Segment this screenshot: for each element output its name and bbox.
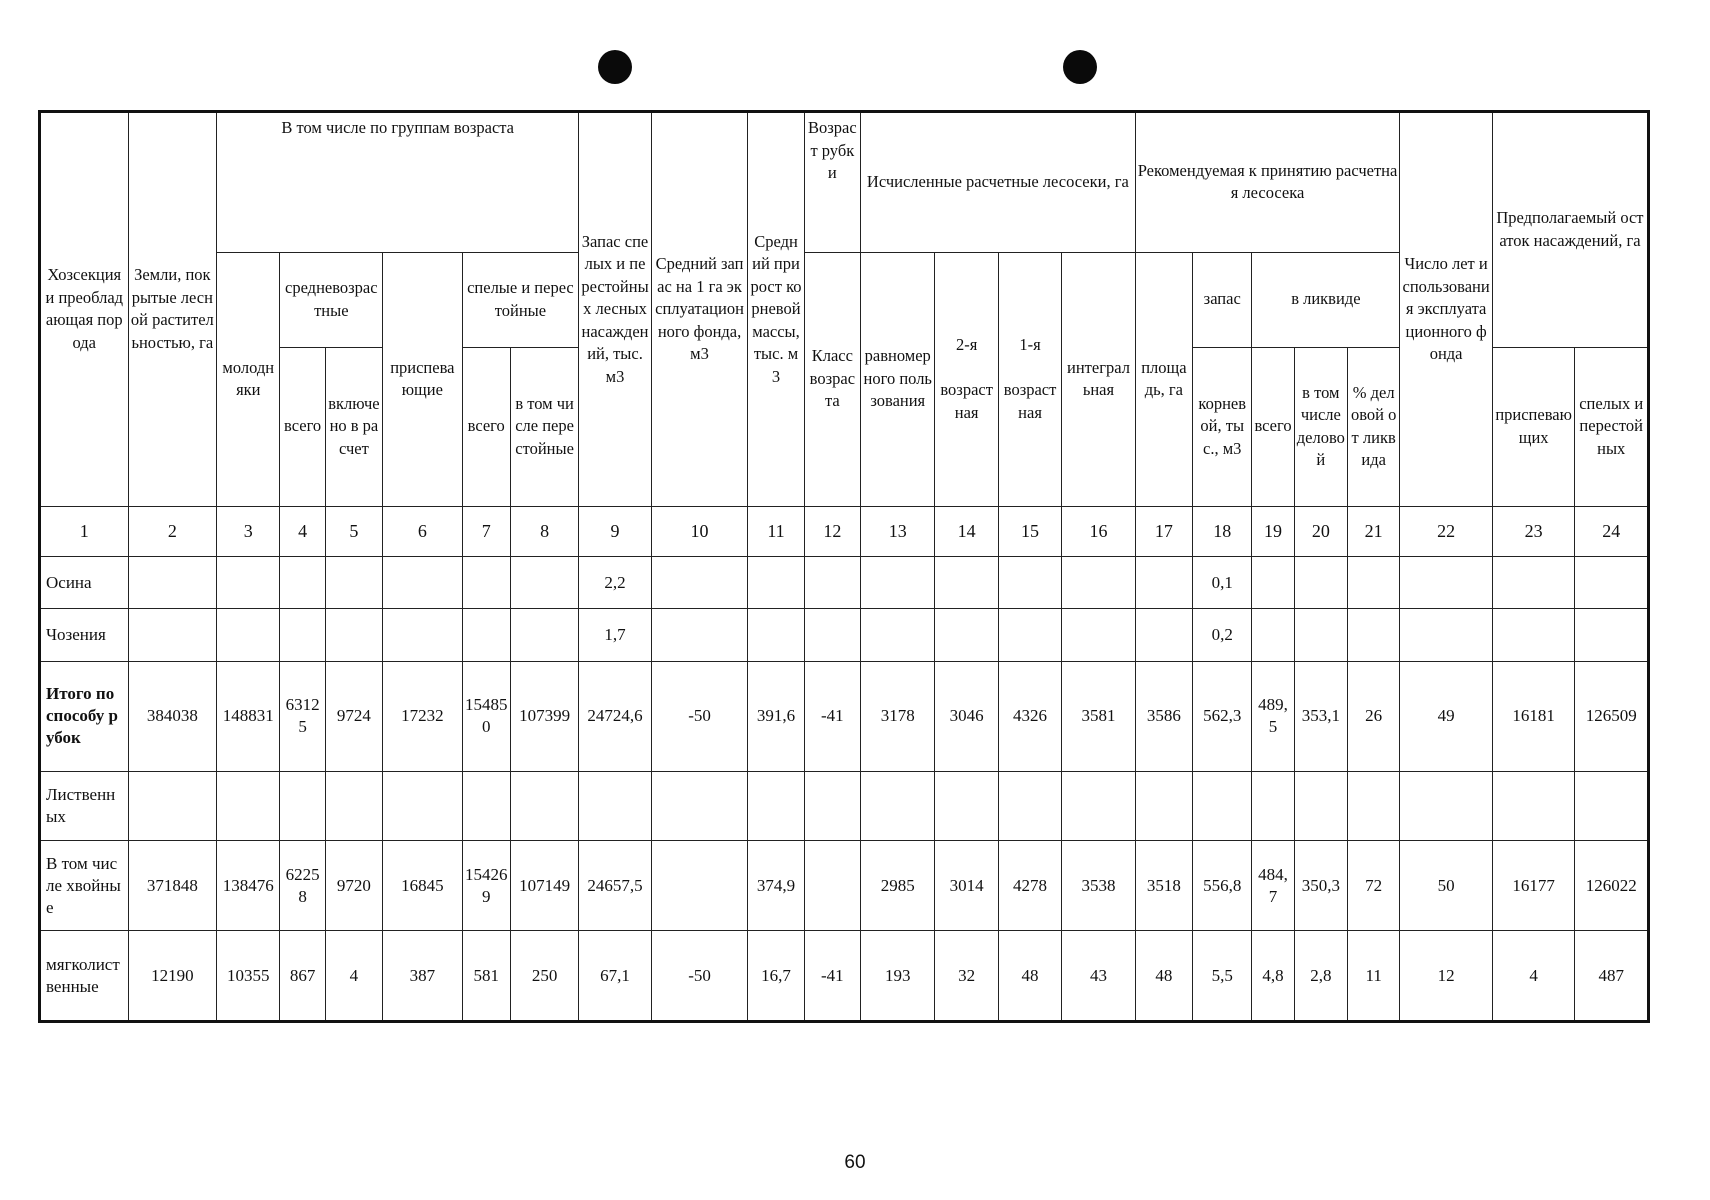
table-cell bbox=[748, 556, 804, 608]
forest-cutting-table bbox=[38, 110, 1650, 1023]
table-cell: 487 bbox=[1575, 931, 1649, 1022]
table-cell bbox=[325, 772, 382, 840]
table-cell bbox=[325, 556, 382, 608]
header-ripe-overripe: спелые и перестойные bbox=[462, 252, 579, 347]
table-cell: 193 bbox=[861, 931, 935, 1022]
table-cell: 387 bbox=[383, 931, 462, 1022]
table-cell bbox=[1575, 772, 1649, 840]
column-number: 4 bbox=[280, 506, 325, 556]
table-cell: 12 bbox=[1400, 931, 1493, 1022]
table-cell: -50 bbox=[651, 661, 748, 772]
table-cell bbox=[462, 609, 510, 661]
header-remaining-stands: Предполагаемый остаток насаждений, га bbox=[1492, 112, 1648, 348]
header-avg-growth: Средний прирост корневой массы, тыс. м3 bbox=[748, 112, 804, 507]
table-cell: 62258 bbox=[280, 840, 325, 931]
table-cell bbox=[748, 772, 804, 840]
table-cell: 4 bbox=[1492, 931, 1575, 1022]
page-number: 60 bbox=[844, 1152, 866, 1173]
table-cell bbox=[1252, 772, 1294, 840]
column-number-row bbox=[40, 506, 1649, 556]
column-number: 13 bbox=[861, 506, 935, 556]
column-number: 3 bbox=[217, 506, 280, 556]
table-cell: 50 bbox=[1400, 840, 1493, 931]
table-cell: 562,3 bbox=[1193, 661, 1252, 772]
table-cell: 4278 bbox=[998, 840, 1061, 931]
header-second-age-word: возрастная bbox=[940, 380, 993, 422]
header-recommended-cut: Рекомендуемая к принятию расчетная лесосека bbox=[1135, 112, 1400, 253]
table-cell bbox=[1135, 556, 1192, 608]
table-cell: 10355 bbox=[217, 931, 280, 1022]
table-cell bbox=[1400, 556, 1493, 608]
table-cell bbox=[217, 609, 280, 661]
header-age-groups: В том числе по группам возраста bbox=[217, 112, 579, 253]
table-cell bbox=[935, 609, 998, 661]
table-cell bbox=[651, 840, 748, 931]
table-cell: 154269 bbox=[462, 840, 510, 931]
table-cell: 3586 bbox=[1135, 661, 1192, 772]
table-cell bbox=[1193, 772, 1252, 840]
table-cell bbox=[128, 609, 217, 661]
header-integral: интегральная bbox=[1062, 252, 1135, 506]
header-area: площадь, га bbox=[1135, 252, 1192, 506]
header-remaining-maturing: приспевающих bbox=[1492, 347, 1575, 506]
table-cell: 4,8 bbox=[1252, 931, 1294, 1022]
table-cell bbox=[1575, 609, 1649, 661]
table-cell: 24657,5 bbox=[579, 840, 651, 931]
header-second-age-num: 2-я bbox=[955, 335, 978, 355]
table-cell: 24724,6 bbox=[579, 661, 651, 772]
header-liquid: в ликвиде bbox=[1252, 252, 1400, 347]
header-age-class: Класс возраста bbox=[804, 252, 860, 506]
table-cell: 154850 bbox=[462, 661, 510, 772]
table-cell bbox=[1400, 772, 1493, 840]
column-number: 22 bbox=[1400, 506, 1493, 556]
table-cell bbox=[1492, 772, 1575, 840]
table-cell: 2985 bbox=[861, 840, 935, 931]
header-stock: запас bbox=[1193, 252, 1252, 347]
table-cell bbox=[1062, 772, 1135, 840]
table-cell: 48 bbox=[1135, 931, 1192, 1022]
table-row bbox=[40, 609, 1649, 661]
table-cell bbox=[280, 556, 325, 608]
header-maturing: приспевающие bbox=[383, 252, 462, 506]
table-cell bbox=[861, 556, 935, 608]
table-cell bbox=[804, 556, 860, 608]
table-cell: 4326 bbox=[998, 661, 1061, 772]
table-body bbox=[40, 556, 1649, 1021]
table-cell: 0,2 bbox=[1193, 609, 1252, 661]
table-cell bbox=[1347, 772, 1399, 840]
table-cell bbox=[510, 556, 578, 608]
table-cell: 16177 bbox=[1492, 840, 1575, 931]
header-liquid-business: в том числе деловой bbox=[1294, 347, 1347, 506]
table-cell: 11 bbox=[1347, 931, 1399, 1022]
column-number: 7 bbox=[462, 506, 510, 556]
table-cell bbox=[998, 772, 1061, 840]
table-cell: 353,1 bbox=[1294, 661, 1347, 772]
table-cell: 16845 bbox=[383, 840, 462, 931]
table-cell: 63125 bbox=[280, 661, 325, 772]
binder-hole-right bbox=[1063, 50, 1097, 84]
table-cell bbox=[1400, 609, 1493, 661]
header-second-age bbox=[935, 252, 998, 506]
table-cell: 107399 bbox=[510, 661, 578, 772]
table-cell bbox=[280, 609, 325, 661]
table-cell bbox=[128, 772, 217, 840]
table-cell: 17232 bbox=[383, 661, 462, 772]
header-mid-included: включено в расчет bbox=[325, 347, 382, 506]
table-cell bbox=[804, 840, 860, 931]
table-cell: 72 bbox=[1347, 840, 1399, 931]
header-young: молодняки bbox=[217, 252, 280, 506]
table-cell: 3538 bbox=[1062, 840, 1135, 931]
table-cell bbox=[217, 556, 280, 608]
table-cell: 5,5 bbox=[1193, 931, 1252, 1022]
header-first-age-word: возрастная bbox=[1003, 380, 1057, 422]
binder-hole-left bbox=[598, 50, 632, 84]
table-cell bbox=[1294, 609, 1347, 661]
table-cell: 138476 bbox=[217, 840, 280, 931]
table-row bbox=[40, 840, 1649, 931]
table-cell bbox=[1575, 556, 1649, 608]
table-cell bbox=[1252, 609, 1294, 661]
table-cell: 867 bbox=[280, 931, 325, 1022]
table-cell: 12190 bbox=[128, 931, 217, 1022]
table-cell bbox=[1492, 556, 1575, 608]
table-cell bbox=[383, 609, 462, 661]
table-cell: 48 bbox=[998, 931, 1061, 1022]
table-cell: 1,7 bbox=[579, 609, 651, 661]
table-cell bbox=[861, 772, 935, 840]
table-row bbox=[40, 772, 1649, 840]
table-cell bbox=[383, 556, 462, 608]
table-cell: 67,1 bbox=[579, 931, 651, 1022]
table-cell: 371848 bbox=[128, 840, 217, 931]
table-cell bbox=[804, 772, 860, 840]
table-cell bbox=[1347, 609, 1399, 661]
table-cell: 9720 bbox=[325, 840, 382, 931]
table-cell: 148831 bbox=[217, 661, 280, 772]
table-cell: 3178 bbox=[861, 661, 935, 772]
column-number: 9 bbox=[579, 506, 651, 556]
column-number: 23 bbox=[1492, 506, 1575, 556]
row-label: Лиственных bbox=[40, 772, 129, 840]
column-number: 17 bbox=[1135, 506, 1192, 556]
column-number: 21 bbox=[1347, 506, 1399, 556]
table-cell: 2,2 bbox=[579, 556, 651, 608]
table-cell: 374,9 bbox=[748, 840, 804, 931]
row-label: мягколиственные bbox=[40, 931, 129, 1022]
row-label: Осина bbox=[40, 556, 129, 608]
table-cell bbox=[998, 609, 1061, 661]
table-cell bbox=[462, 772, 510, 840]
table-cell: 26 bbox=[1347, 661, 1399, 772]
row-label: Чозения bbox=[40, 609, 129, 661]
table-cell: 3581 bbox=[1062, 661, 1135, 772]
table-cell bbox=[1294, 556, 1347, 608]
column-number: 19 bbox=[1252, 506, 1294, 556]
row-label: В том числе хвойные bbox=[40, 840, 129, 931]
table-cell: 107149 bbox=[510, 840, 578, 931]
table-cell: 9724 bbox=[325, 661, 382, 772]
table-cell bbox=[861, 609, 935, 661]
column-number: 10 bbox=[651, 506, 748, 556]
table-cell bbox=[510, 609, 578, 661]
table-cell: 43 bbox=[1062, 931, 1135, 1022]
table-cell: 3046 bbox=[935, 661, 998, 772]
header-uniform-use: равномерного пользования bbox=[861, 252, 935, 506]
table-cell: 126509 bbox=[1575, 661, 1649, 772]
table-cell: 556,8 bbox=[1193, 840, 1252, 931]
table-cell bbox=[579, 772, 651, 840]
table-row bbox=[40, 931, 1649, 1022]
table-cell: 391,6 bbox=[748, 661, 804, 772]
table-cell bbox=[1252, 556, 1294, 608]
header-years-use: Число лет использования эксплуатационного фонда bbox=[1400, 112, 1493, 507]
table-cell: 384038 bbox=[128, 661, 217, 772]
column-number: 15 bbox=[998, 506, 1061, 556]
table-cell: 3518 bbox=[1135, 840, 1192, 931]
table-cell: 489,5 bbox=[1252, 661, 1294, 772]
header-farm-section: Хозсекция и преобладающая порода bbox=[40, 112, 129, 507]
column-number: 1 bbox=[40, 506, 129, 556]
header-avg-stock: Средний запас на 1 га эксплуатационного фонда, м3 bbox=[651, 112, 748, 507]
table-cell: 16181 bbox=[1492, 661, 1575, 772]
column-number: 8 bbox=[510, 506, 578, 556]
column-number: 14 bbox=[935, 506, 998, 556]
table-cell: 484,7 bbox=[1252, 840, 1294, 931]
table-cell bbox=[325, 609, 382, 661]
table-cell bbox=[748, 609, 804, 661]
column-number: 16 bbox=[1062, 506, 1135, 556]
table-cell bbox=[935, 556, 998, 608]
header-ripe-stock: Запас спелых и перестойных лесных насаждений, тыс. м3 bbox=[579, 112, 651, 507]
table-cell bbox=[1135, 609, 1192, 661]
header-remaining-ripe: спелых и перестойных bbox=[1575, 347, 1649, 506]
table-cell: 16,7 bbox=[748, 931, 804, 1022]
table-cell bbox=[935, 772, 998, 840]
column-number: 24 bbox=[1575, 506, 1649, 556]
column-number: 2 bbox=[128, 506, 217, 556]
column-number: 12 bbox=[804, 506, 860, 556]
table-cell: 581 bbox=[462, 931, 510, 1022]
table-row bbox=[40, 661, 1649, 772]
header-overripe: в том числе перестойные bbox=[510, 347, 578, 506]
header-first-age bbox=[998, 252, 1061, 506]
table-cell: 2,8 bbox=[1294, 931, 1347, 1022]
table-cell bbox=[651, 609, 748, 661]
table-cell bbox=[280, 772, 325, 840]
table-cell bbox=[1294, 772, 1347, 840]
column-number: 18 bbox=[1193, 506, 1252, 556]
table-cell: 3014 bbox=[935, 840, 998, 931]
header-cutting-age: Возраст рубки bbox=[804, 112, 860, 253]
table-cell: -41 bbox=[804, 931, 860, 1022]
table-cell: 350,3 bbox=[1294, 840, 1347, 931]
table-cell bbox=[1062, 556, 1135, 608]
table-cell bbox=[1492, 609, 1575, 661]
column-number: 11 bbox=[748, 506, 804, 556]
header-calculated-cuts: Исчисленные расчетные лесосеки, га bbox=[861, 112, 1136, 253]
table-cell bbox=[1062, 609, 1135, 661]
header-middle-aged: средневозрастные bbox=[280, 252, 383, 347]
table-cell: -50 bbox=[651, 931, 748, 1022]
header-liquid-total: всего bbox=[1252, 347, 1294, 506]
table-row bbox=[40, 556, 1649, 608]
table-cell: 49 bbox=[1400, 661, 1493, 772]
table-cell bbox=[651, 772, 748, 840]
header-mid-total: всего bbox=[280, 347, 325, 506]
table-cell bbox=[804, 609, 860, 661]
row-label: Итого по способу рубок bbox=[40, 661, 129, 772]
table-cell bbox=[128, 556, 217, 608]
table-cell bbox=[651, 556, 748, 608]
header-root-stock: корневой, тыс., м3 bbox=[1193, 347, 1252, 506]
header-business-percent: % деловой от ликвида bbox=[1347, 347, 1399, 506]
header-ripe-total: всего bbox=[462, 347, 510, 506]
table-cell: 32 bbox=[935, 931, 998, 1022]
table-cell bbox=[383, 772, 462, 840]
column-number: 5 bbox=[325, 506, 382, 556]
table-cell bbox=[1347, 556, 1399, 608]
header-forest-land: Земли, покрытые лесной растительностью, га bbox=[128, 112, 217, 507]
column-number: 20 bbox=[1294, 506, 1347, 556]
table-cell: 250 bbox=[510, 931, 578, 1022]
table-cell bbox=[1135, 772, 1192, 840]
table-cell bbox=[510, 772, 578, 840]
column-number: 6 bbox=[383, 506, 462, 556]
table-cell bbox=[998, 556, 1061, 608]
table-cell: 4 bbox=[325, 931, 382, 1022]
table-cell: 0,1 bbox=[1193, 556, 1252, 608]
table-cell bbox=[462, 556, 510, 608]
table-cell bbox=[217, 772, 280, 840]
header-first-age-num: 1-я bbox=[1019, 335, 1041, 355]
table-cell: 126022 bbox=[1575, 840, 1649, 931]
table-cell: -41 bbox=[804, 661, 860, 772]
